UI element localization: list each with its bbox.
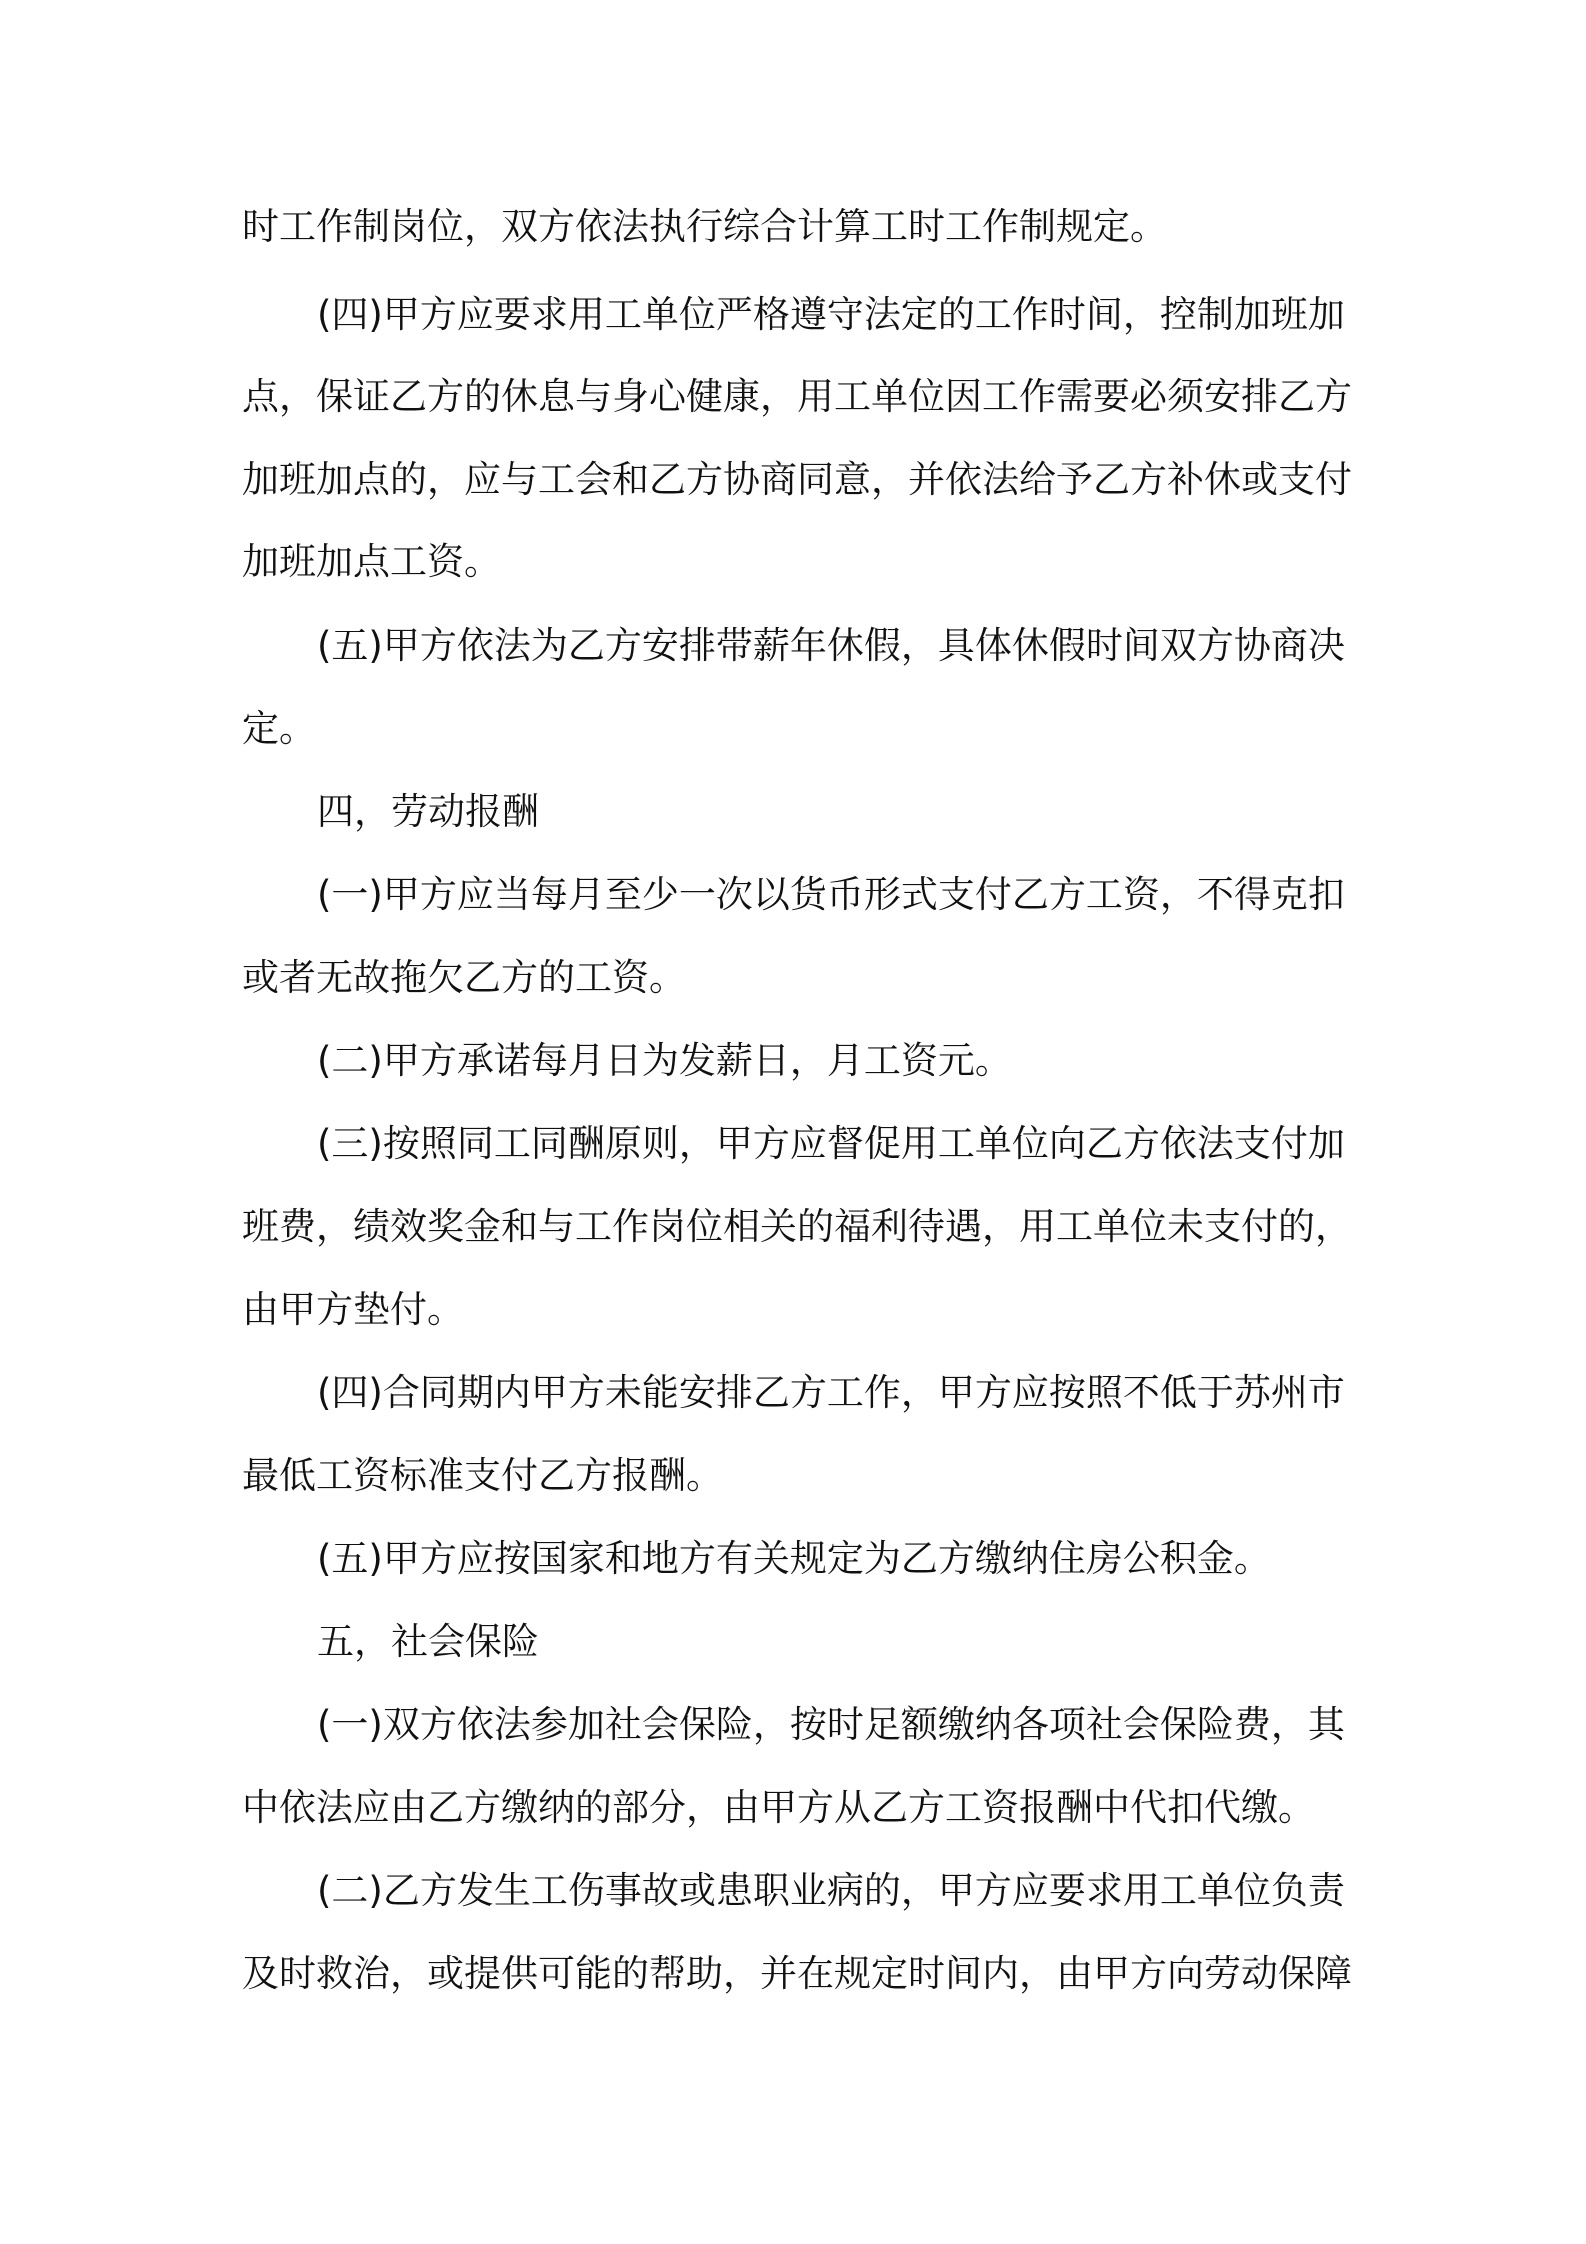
text-line: 班费，绩效奖金和与工作岗位相关的福利待遇，用工单位未支付的， [242, 1205, 1352, 1248]
section-heading: 五，社会保险 [317, 1620, 539, 1663]
text-line: 中依法应由乙方缴纳的部分，由甲方从乙方工资报酬中代扣代缴。 [242, 1786, 1315, 1829]
text-line: (五)甲方应按国家和地方有关规定为乙方缴纳住房公积金。 [317, 1537, 1271, 1580]
text-line: (四)甲方应要求用工单位严格遵守法定的工作时间，控制加班加 [317, 293, 1345, 336]
text-line: 定。 [242, 707, 316, 750]
text-line: 加班加点工资。 [242, 540, 501, 583]
text-line: (三)按照同工同酬原则，甲方应督促用工单位向乙方依法支付加 [317, 1122, 1345, 1165]
text-line: (五)甲方依法为乙方安排带薪年休假，具体休假时间双方协商决 [317, 624, 1345, 667]
section-heading: 四，劳动报酬 [317, 790, 539, 833]
text-line: (一)双方依法参加社会保险，按时足额缴纳各项社会保险费，其 [317, 1703, 1345, 1746]
text-line: (二)乙方发生工伤事故或患职业病的，甲方应要求用工单位负责 [317, 1869, 1345, 1912]
text-line: (四)合同期内甲方未能安排乙方工作，甲方应按照不低于苏州市 [317, 1371, 1345, 1414]
text-line: (二)甲方承诺每月日为发薪日，月工资元。 [317, 1039, 1012, 1082]
text-line: 加班加点的，应与工会和乙方协商同意，并依法给予乙方补休或支付 [242, 458, 1352, 501]
text-line: 时工作制岗位，双方依法执行综合计算工时工作制规定。 [242, 205, 1167, 248]
text-line: 最低工资标准支付乙方报酬。 [242, 1454, 723, 1497]
text-line: (一)甲方应当每月至少一次以货币形式支付乙方工资，不得克扣 [317, 873, 1345, 916]
text-line: 点，保证乙方的休息与身心健康，用工单位因工作需要必须安排乙方 [242, 375, 1352, 418]
text-line: 及时救治，或提供可能的帮助，并在规定时间内，由甲方向劳动保障 [242, 1952, 1352, 1995]
text-line: 由甲方垫付。 [242, 1288, 464, 1331]
text-line: 或者无故拖欠乙方的工资。 [242, 956, 686, 999]
